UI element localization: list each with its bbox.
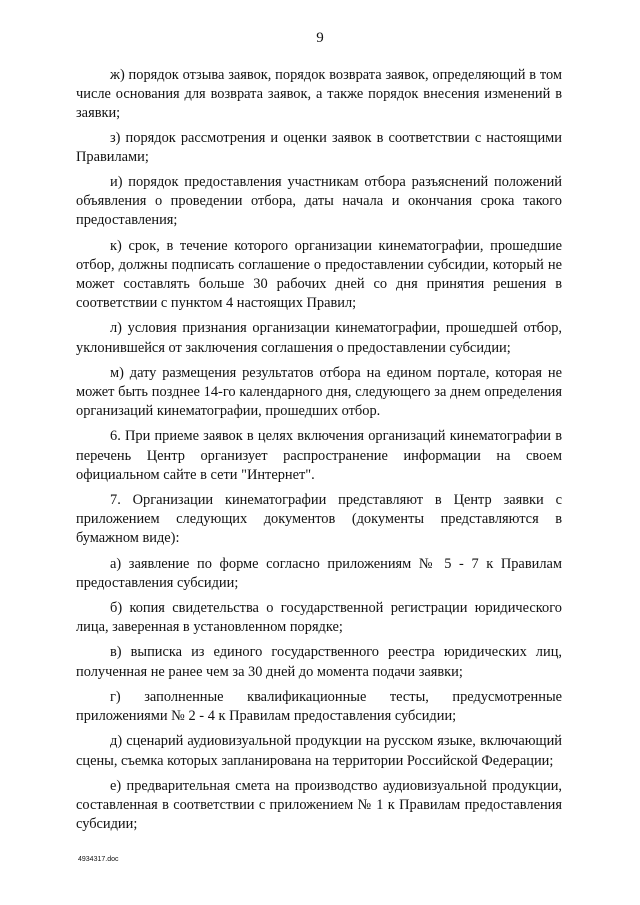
paragraph-item-zh: ж) порядок отзыва заявок, порядок возврата заявок, определяющий в том числе основания для возврата заявок, а также порядок внесения изменений в заявки; <box>76 67 562 122</box>
footer-doc-code: 4934317.doc <box>78 856 119 863</box>
paragraph-item-l: л) условия признания организации кинематографии, прошедшей отбор, уклонившейся от заключения соглашения о предоставлении субсидии; <box>76 320 562 356</box>
paragraph-item-d: д) сценарий аудиовизуальной продукции на русском языке, включающий сцены, съемка которых запланирована на территории Российской Федерации; <box>76 733 562 769</box>
page-number: 9 <box>316 30 324 46</box>
paragraph-item-g: г) заполненные квалификационные тесты, предусмотренные приложениями № 2 - 4 к Правилам предоставления субсидии; <box>76 688 562 725</box>
paragraph-item-i: и) порядок предоставления участникам отбора разъяснений положений объявления о проведении отбора, даты начала и окончания срока такого предоставления; <box>76 174 562 229</box>
paragraph-clause-6: 6. При приеме заявок в целях включения организаций кинематографии в перечень Центр организует распространение информации на своем официальном сайте в сети "Интернет". <box>76 428 562 483</box>
paragraph-item-b: б) копия свидетельства о государственной регистрации юридического лица, заверенная в установленном порядке; <box>76 600 562 636</box>
paragraph-item-v: в) выписка из единого государственного реестра юридических лиц, полученная не ранее чем за 30 дней до момента подачи заявки; <box>76 644 562 680</box>
paragraph-item-k: к) срок, в течение которого организации кинематографии, прошедшие отбор, должны подписать соглашение о предоставлении субсидии, который не может составлять больше 30 рабочих дней со дня принятия решения в соответствии с пунктом 4 настоящих Правил; <box>76 237 562 312</box>
document-body <box>76 66 562 840</box>
paragraph-item-z: з) порядок рассмотрения и оценки заявок в соответствии с настоящими Правилами; <box>76 129 562 165</box>
paragraph-item-m: м) дату размещения результатов отбора на едином портале, которая не может быть позднее 14-го календарного дня, следующего за днем определения организаций кинематографии, прошедших отбор. <box>76 364 562 420</box>
paragraph-item-a: а) заявление по форме согласно приложениям № 5 - 7 к Правилам предоставления субсидии; <box>76 555 562 591</box>
paragraph-clause-7: 7. Организации кинематографии представляют в Центр заявки с приложением следующих документов (документы представляются в бумажном виде): <box>76 492 562 547</box>
paragraph-item-e: е) предварительная смета на производство аудиовизуальной продукции, составленная в соответствии с приложением № 1 к Правилам предоставления субсидии; <box>76 777 562 833</box>
